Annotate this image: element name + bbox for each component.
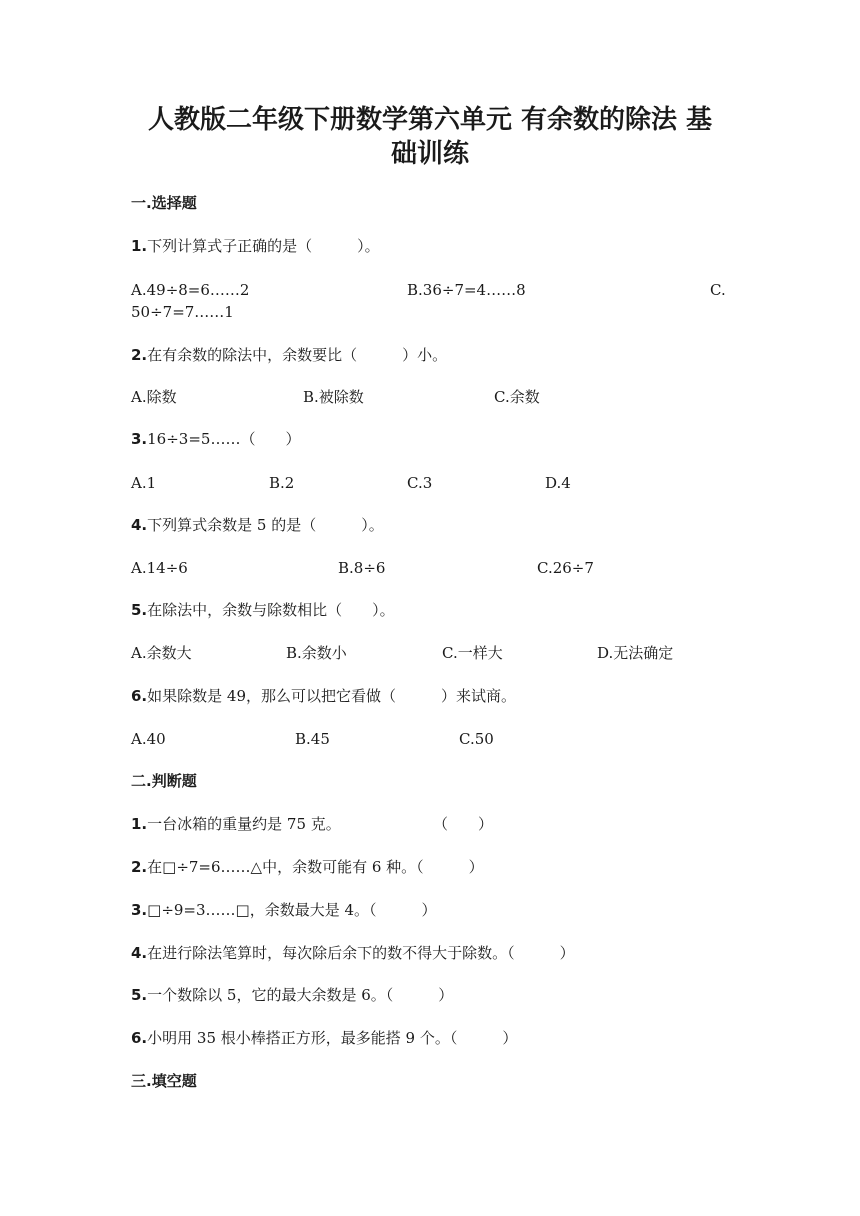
option-c-continued: 50÷7=7……1	[131, 303, 234, 321]
choice-question-3	[131, 429, 300, 449]
option-c: C.余数	[494, 388, 540, 406]
option-b: B.被除数	[303, 388, 364, 406]
option-c: C.26÷7	[537, 559, 594, 577]
judgment-question-5	[131, 985, 453, 1005]
choice-question-4	[131, 515, 384, 535]
judgment-question-2	[131, 857, 484, 877]
option-a: A.1	[131, 474, 157, 492]
option-b: B.45	[295, 730, 330, 748]
page-title	[120, 103, 740, 171]
option-b: B.36÷7=4……8	[407, 281, 526, 299]
judgment-question-1	[131, 814, 341, 834]
question-number: 6.	[131, 1029, 148, 1047]
option-c: C.50	[459, 730, 494, 748]
option-d: D.无法确定	[597, 644, 674, 662]
question-text: 下列算式余数是 5 的是（ ）。	[147, 516, 384, 534]
question-number: 2.	[131, 346, 148, 364]
option-c: C.3	[407, 474, 433, 492]
question-text: 在□÷7=6……△中，余数可能有 6 种。（ ）	[147, 858, 484, 876]
question-text: 16÷3=5……（ ）	[147, 430, 301, 448]
question-text: 在有余数的除法中，余数要比（ ）小。	[147, 346, 448, 364]
question-number: 3.	[131, 430, 148, 448]
option-a: A.除数	[131, 388, 177, 406]
question-number: 3.	[131, 901, 148, 919]
option-c: C.	[710, 281, 726, 299]
option-a: A.40	[131, 730, 166, 748]
question-text: 在进行除法笔算时，每次除后余下的数不得大于除数。（ ）	[147, 944, 575, 962]
question-text: 在除法中，余数与除数相比（ ）。	[147, 601, 395, 619]
option-b: B.2	[269, 474, 295, 492]
question-number: 2.	[131, 858, 148, 876]
question-text: 一个数除以 5，它的最大余数是 6。（ ）	[147, 986, 454, 1004]
question-text: 下列计算式子正确的是（ ）。	[147, 237, 380, 255]
question-number: 5.	[131, 986, 148, 1004]
section-heading-choice: 一.选择题	[131, 194, 197, 212]
option-c: C.一样大	[442, 644, 503, 662]
option-a: A.49÷8=6……2	[131, 281, 250, 299]
section-heading-fill-blank: 三.填空题	[131, 1072, 197, 1090]
answer-parentheses: （ ）	[433, 815, 494, 833]
option-b: B.余数小	[286, 644, 347, 662]
question-text: 小明用 35 根小棒搭正方形，最多能搭 9 个。（ ）	[147, 1029, 518, 1047]
choice-question-6	[131, 686, 516, 706]
question-number: 6.	[131, 687, 148, 705]
judgment-question-3	[131, 900, 437, 920]
question-text: 如果除数是 49，那么可以把它看做（ ）来试商。	[147, 687, 516, 705]
question-number: 4.	[131, 944, 148, 962]
question-number: 1.	[131, 237, 148, 255]
title-line-1: 人教版二年级下册数学第六单元 有余数的除法 基	[147, 105, 713, 135]
judgment-question-6	[131, 1028, 517, 1048]
section-heading-judgment: 二.判断题	[131, 772, 197, 790]
question-text: 一台冰箱的重量约是 75 克。	[147, 815, 341, 833]
judgment-question-4	[131, 943, 575, 963]
question-number: 1.	[131, 815, 148, 833]
question-text: □÷9=3……□，余数最大是 4。（ ）	[147, 901, 437, 919]
option-a: A.余数大	[131, 644, 192, 662]
option-d: D.4	[545, 474, 571, 492]
title-line-2: 础训练	[390, 139, 469, 169]
choice-question-5	[131, 600, 395, 620]
question-number: 5.	[131, 601, 148, 619]
option-a: A.14÷6	[131, 559, 188, 577]
choice-question-1	[131, 236, 380, 256]
question-number: 4.	[131, 516, 148, 534]
option-b: B.8÷6	[338, 559, 386, 577]
choice-question-2	[131, 345, 447, 365]
